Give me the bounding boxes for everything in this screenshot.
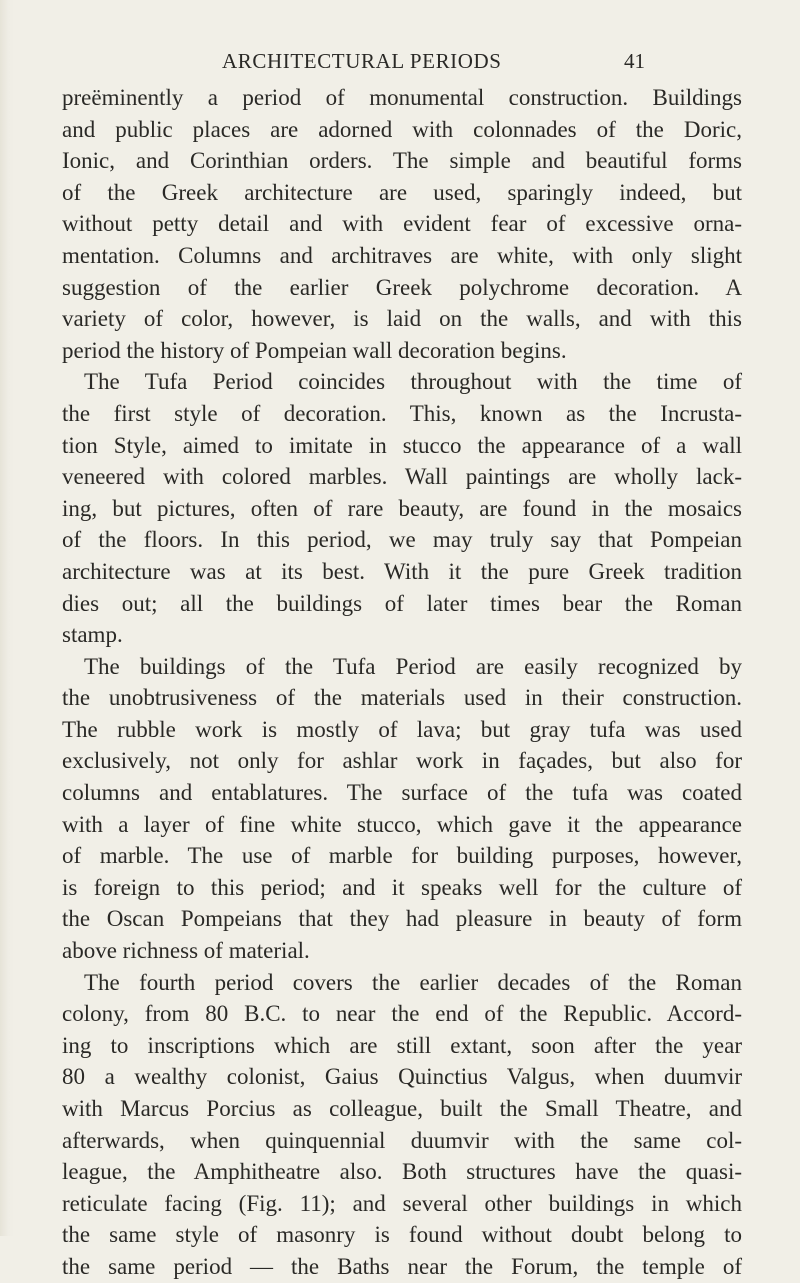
- page-edge-shadow: [0, 0, 14, 1236]
- text-line: 80 a wealthy colonist, Gaius Quinctius Valgus, when duumvir: [62, 1064, 742, 1090]
- text-line: architecture was at its best. With it the pure Greek tradition: [62, 558, 742, 584]
- text-line: the Oscan Pompeians that they had pleasure in beauty of form: [62, 906, 742, 932]
- text-line: with Marcus Porcius as colleague, built the Small Theatre, and: [62, 1096, 742, 1121]
- text-line: The Tufa Period coincides throughout with the time of: [84, 369, 742, 395]
- text-line: colony, from 80 B.C. to near the end of the Republic. Accord-: [62, 1001, 742, 1027]
- text-line: ing to inscriptions which are still extant, soon after the year: [62, 1032, 742, 1058]
- text-line: with a layer of fine white stucco, which gave it the appearance: [62, 811, 742, 837]
- text-line: the first style of decoration. This, known as the Incrusta-: [62, 400, 742, 426]
- text-line: the same period — the Baths near the Forum, the temple of: [62, 1253, 742, 1279]
- text-line: dies out; all the buildings of later times bear the Roman: [62, 590, 742, 616]
- text-line: period the history of Pompeian wall decoration begins.: [62, 337, 567, 363]
- body-text: [62, 82, 742, 1283]
- text-line: preëminently a period of monumental construction. Buildings: [62, 85, 742, 110]
- text-line: of the floors. In this period, we may truly say that Pompeian: [62, 527, 742, 553]
- text-line: columns and entablatures. The surface of the tufa was coated: [62, 780, 742, 806]
- running-head: [0, 44, 800, 78]
- running-title: ARCHITECTURAL PERIODS: [222, 49, 502, 73]
- text-line: is foreign to this period; and it speaks well for the culture of: [62, 874, 742, 900]
- text-line: afterwards, when quinquennial duumvir with the same col-: [62, 1127, 742, 1153]
- text-line: the unobtrusiveness of the materials used in their construction.: [62, 685, 742, 711]
- text-line: of marble. The use of marble for building purposes, however,: [62, 843, 742, 869]
- text-line: veneered with colored marbles. Wall paintings are wholly lack-: [62, 464, 742, 490]
- text-line: The fourth period covers the earlier decades of the Roman: [84, 969, 742, 995]
- text-line: tion Style, aimed to imitate in stucco the appearance of a wall: [62, 432, 742, 458]
- text-line: mentation. Columns and architraves are white, with only slight: [62, 242, 742, 268]
- text-line: ing, but pictures, often of rare beauty, are found in the mosaics: [62, 495, 742, 521]
- page-number: 41: [624, 49, 645, 73]
- text-line: and public places are adorned with colonnades of the Doric,: [62, 116, 742, 142]
- text-line: the same style of masonry is found without doubt belong to: [62, 1222, 742, 1248]
- text-line: exclusively, not only for ashlar work in façades, but also for: [62, 748, 742, 774]
- text-line: The buildings of the Tufa Period are easily recognized by: [84, 653, 742, 679]
- text-line: The rubble work is mostly of lava; but gray tufa was used: [62, 716, 742, 742]
- text-line: reticulate facing (Fig. 11); and several other buildings in which: [62, 1190, 742, 1216]
- text-line: Ionic, and Corinthian orders. The simple and beautiful forms: [62, 148, 742, 174]
- text-line: variety of color, however, is laid on the walls, and with this: [62, 306, 742, 332]
- text-line: of the Greek architecture are used, sparingly indeed, but: [62, 179, 742, 205]
- text-line: league, the Amphitheatre also. Both structures have the quasi-: [62, 1159, 742, 1185]
- text-line: without petty detail and with evident fear of excessive orna-: [62, 211, 742, 237]
- text-line: stamp.: [62, 622, 123, 648]
- text-line: above richness of material.: [62, 938, 310, 964]
- text-line: suggestion of the earlier Greek polychrome decoration. A: [62, 274, 742, 300]
